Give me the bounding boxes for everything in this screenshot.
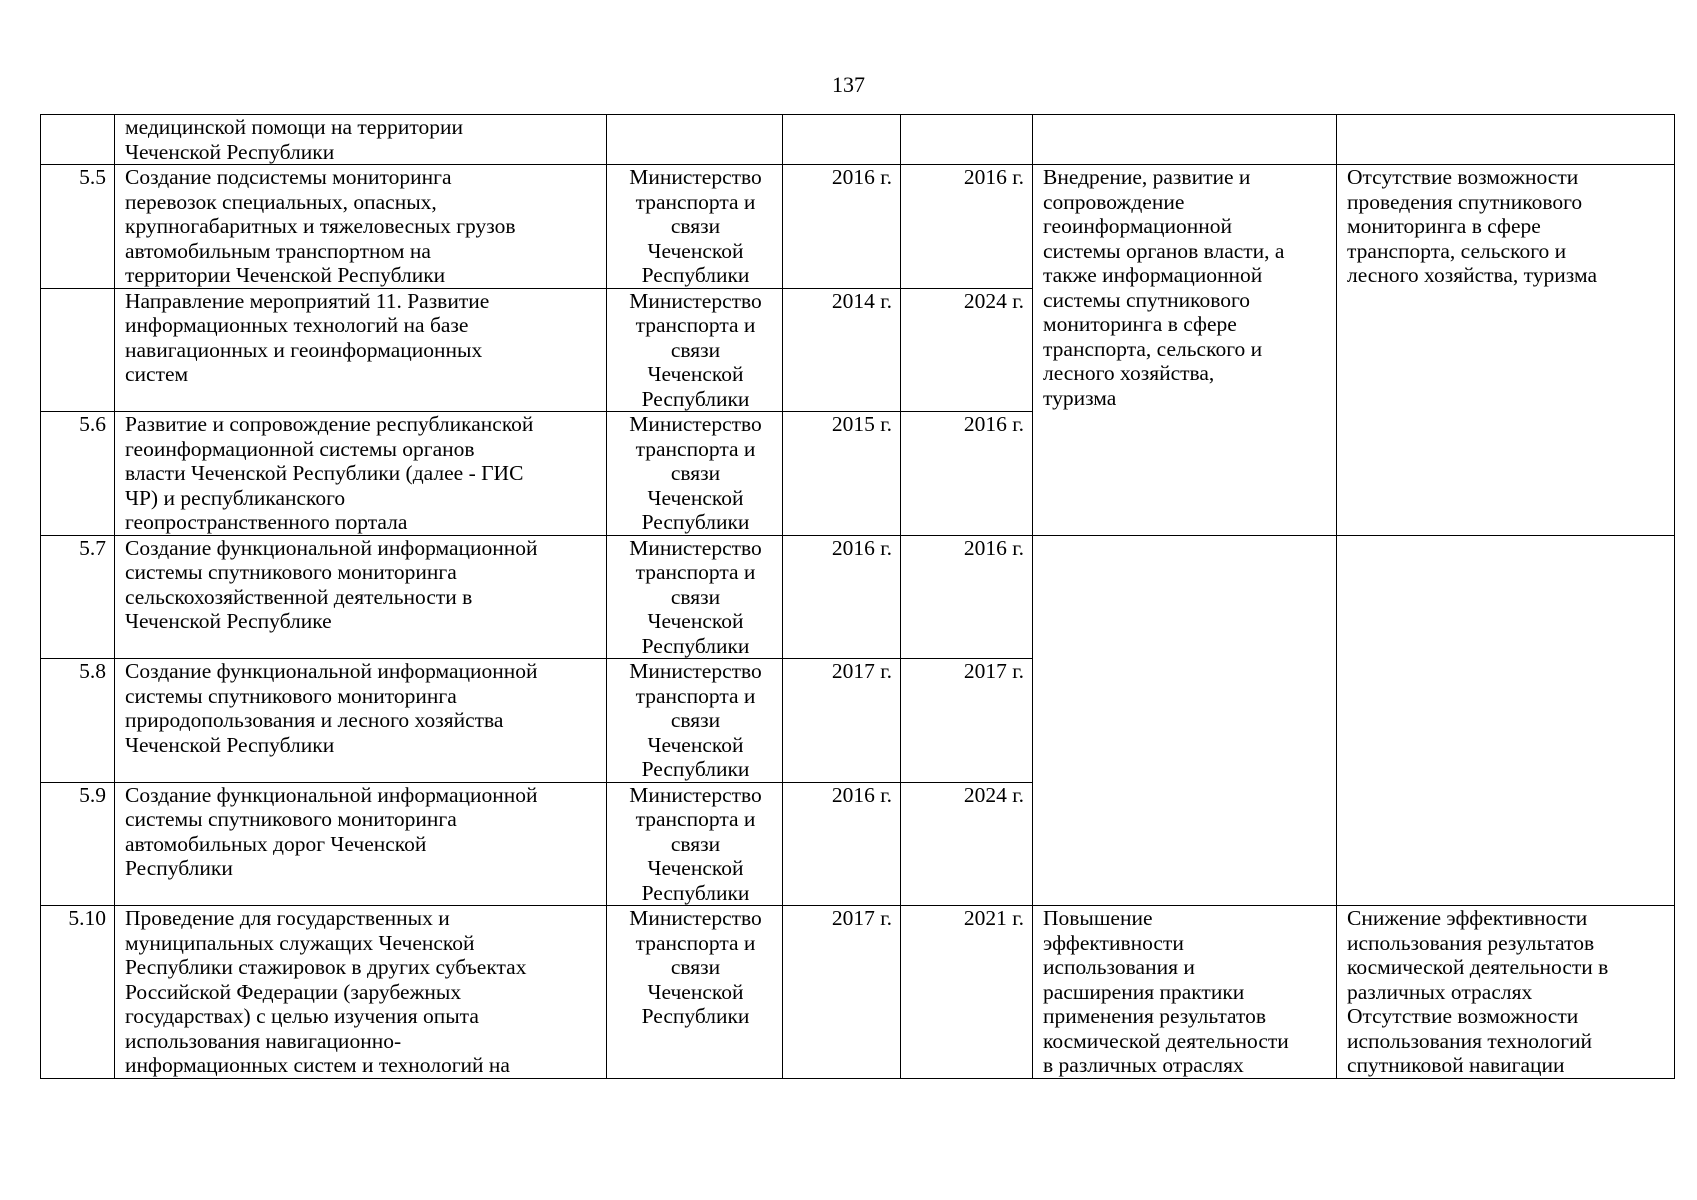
- start-date: 2016 г.: [783, 782, 901, 906]
- end-date: 2021 г.: [901, 906, 1033, 1079]
- end-date: 2016 г.: [901, 412, 1033, 536]
- end-date: 2016 г.: [901, 535, 1033, 659]
- table-row: [41, 535, 1675, 659]
- row-number: 5.8: [41, 659, 115, 783]
- responsible-org: Министерство транспорта и связи Чеченской Республики: [607, 659, 783, 783]
- table-row: [41, 115, 1675, 165]
- measure-name: Создание функциональной информационной системы спутникового мониторинга сельскохозяйственной деятельности в Чеченской Республике: [115, 535, 607, 659]
- row-number: 5.10: [41, 906, 115, 1079]
- responsible-org: Министерство транспорта и связи Чеченской Республики: [607, 288, 783, 412]
- row-number: 5.9: [41, 782, 115, 906]
- end-date: 2017 г.: [901, 659, 1033, 783]
- start-date: 2015 г.: [783, 412, 901, 536]
- consequence: [1337, 115, 1675, 165]
- responsible-org: Министерство транспорта и связи Чеченской Республики: [607, 782, 783, 906]
- measure-name: Создание функциональной информационной системы спутникового мониторинга автомобильных дорог Чеченской Республики: [115, 782, 607, 906]
- end-date: 2024 г.: [901, 782, 1033, 906]
- responsible-org: Министерство транспорта и связи Чеченской Республики: [607, 412, 783, 536]
- start-date: 2016 г.: [783, 535, 901, 659]
- row-number: 5.6: [41, 412, 115, 536]
- measure-name: Создание подсистемы мониторинга перевозок специальных, опасных, крупногабаритных и тяжеловесных грузов автомобильным транспортном на территории Чеченской Республики: [115, 165, 607, 289]
- measure-name: Развитие и сопровождение республиканской геоинформационной системы органов власти Чеченской Республики (далее - ГИС ЧР) и республиканского геопространственного портала: [115, 412, 607, 536]
- responsible-org: Министерство транспорта и связи Чеченской Республики: [607, 535, 783, 659]
- measure-name: Направление мероприятий 11. Развитие информационных технологий на базе навигационных и геоинформационных систем: [115, 288, 607, 412]
- end-date: 2016 г.: [901, 165, 1033, 289]
- table-row: [41, 165, 1675, 289]
- consequence-merged: Отсутствие возможности проведения спутникового мониторинга в сфере транспорта, сельского и лесного хозяйства, туризма: [1337, 165, 1675, 536]
- row-number: [41, 288, 115, 412]
- row-number: 5.7: [41, 535, 115, 659]
- table-row: [41, 906, 1675, 1079]
- expected-result: Повышение эффективности использования и расширения практики применения результатов космической деятельности в различных отраслях: [1033, 906, 1337, 1079]
- expected-result: [1033, 115, 1337, 165]
- expected-result-merged: Внедрение, развитие и сопровождение геоинформационной системы органов власти, а также информационной системы спутникового мониторинга в сфере транспорта, сельского и лесного хозяйства, туризма: [1033, 165, 1337, 536]
- start-date: 2014 г.: [783, 288, 901, 412]
- consequence: Снижение эффективности использования результатов космической деятельности в различных отраслях Отсутствие возможности использования технологий спутниковой навигации: [1337, 906, 1675, 1079]
- end-date: 2024 г.: [901, 288, 1033, 412]
- measures-table: [40, 114, 1675, 1079]
- end-date: [901, 115, 1033, 165]
- start-date: 2017 г.: [783, 906, 901, 1079]
- start-date: 2016 г.: [783, 165, 901, 289]
- row-number: 5.5: [41, 165, 115, 289]
- page-number: 137: [832, 72, 865, 97]
- responsible-org: Министерство транспорта и связи Чеченской Республики: [607, 165, 783, 289]
- start-date: 2017 г.: [783, 659, 901, 783]
- start-date: [783, 115, 901, 165]
- expected-result-empty: [1033, 535, 1337, 906]
- measure-name: медицинской помощи на территории Чеченской Республики: [115, 115, 607, 165]
- measure-name: Создание функциональной информационной системы спутникового мониторинга природопользования и лесного хозяйства Чеченской Республики: [115, 659, 607, 783]
- responsible-org: Министерство транспорта и связи Чеченской Республики: [607, 906, 783, 1079]
- consequence-empty: [1337, 535, 1675, 906]
- responsible-org: [607, 115, 783, 165]
- row-number: [41, 115, 115, 165]
- measure-name: Проведение для государственных и муниципальных служащих Чеченской Республики стажировок в других субъектах Российской Федерации (зарубежных государствах) с целью изучения опыта использования навигационно- информационных систем и технологий на: [115, 906, 607, 1079]
